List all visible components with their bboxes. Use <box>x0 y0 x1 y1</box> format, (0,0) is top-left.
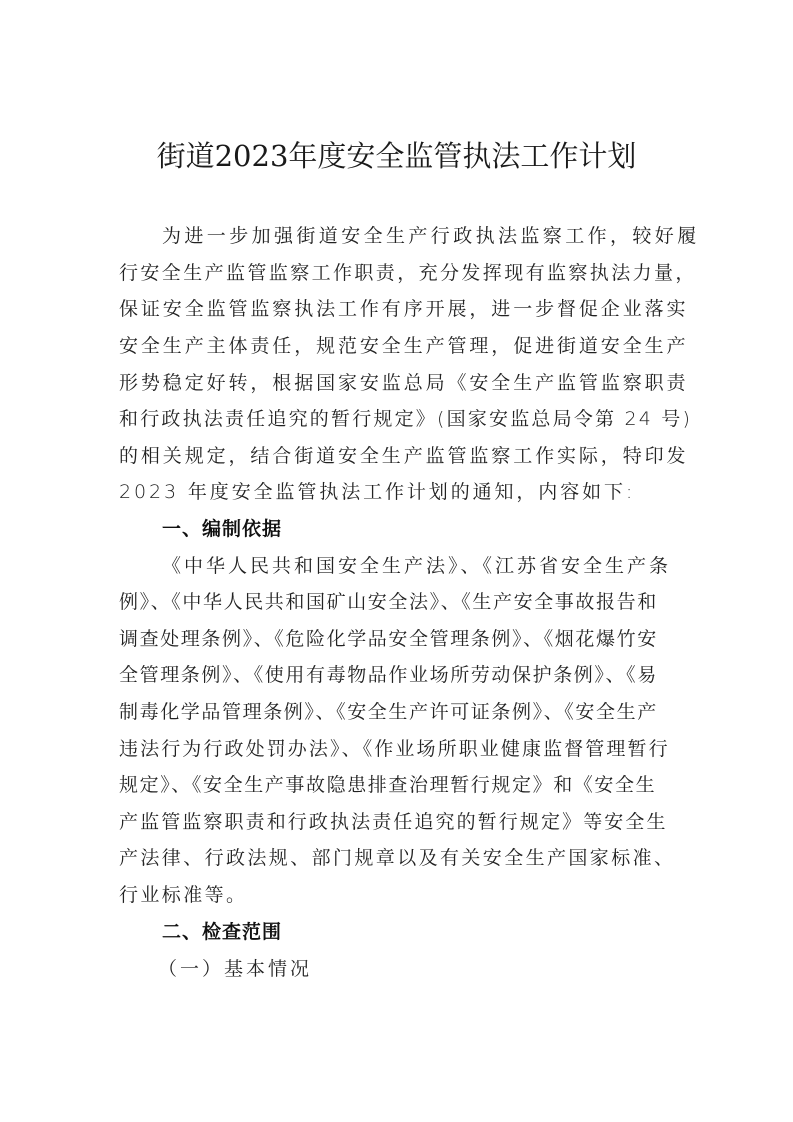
section-heading: 二、检查范围 <box>162 921 283 943</box>
intro-line: 保证安全监管监察执法工作有序开展，进一步督促企业落实 <box>119 298 689 320</box>
section-heading: 一、编制依据 <box>162 518 283 540</box>
section1-line: 《中华人民共和国安全生产法》、《江苏省安全生产条 <box>162 555 672 577</box>
section1-line: 行业标准等。 <box>119 884 248 906</box>
section1-line: 调查处理条例》、《危险化学品安全管理条例》、《烟花爆竹安 <box>119 628 658 650</box>
section1-line: 产监管监察职责和行政执法责任追究的暂行规定》等安全生 <box>119 811 668 833</box>
section1-line: 规定》、《安全生产事故隐患排查治理暂行规定》和《安全生 <box>119 774 657 796</box>
intro-line: 为进一步加强街道安全生产行政执法监察工作，较好履 <box>162 225 700 247</box>
section1-line: 产法律、行政法规、部门规章以及有关安全生产国家标准、 <box>119 847 676 869</box>
intro-line: 行安全生产监管监察工作职责，充分发挥现有监察执法力量， <box>119 262 697 284</box>
intro-line: 安全生产主体责任，规范安全生产管理，促进街道安全生产 <box>119 335 689 357</box>
subsection-heading: （一）基本情况 <box>158 958 313 980</box>
section1-line: 制毒化学品管理条例》、《安全生产许可证条例》、《安全生产 <box>119 701 658 723</box>
intro-line: 形势稳定好转，根据国家安监总局《安全生产监管监察职责 <box>119 372 689 394</box>
intro-line: 2023 年度安全监管执法工作计划的通知，内容如下: <box>119 481 636 503</box>
section1-line: 全管理条例》、《使用有毒物品作业场所劳动保护条例》、《易 <box>119 664 658 686</box>
intro-line: 的相关规定，结合街道安全生产监管监察工作实际，特印发 <box>119 445 689 467</box>
section1-line: 例》、《中华人民共和国矿山安全法》、《生产安全事故报告和 <box>119 591 658 613</box>
document-title: 街道2023年度安全监管执法工作计划 <box>156 139 637 173</box>
intro-line: 和行政执法责任追究的暂行规定》(国家安监总局令第 24 号) <box>119 408 693 430</box>
section1-line: 违法行为行政处罚办法》、《作业场所职业健康监督管理暂行 <box>119 738 670 760</box>
